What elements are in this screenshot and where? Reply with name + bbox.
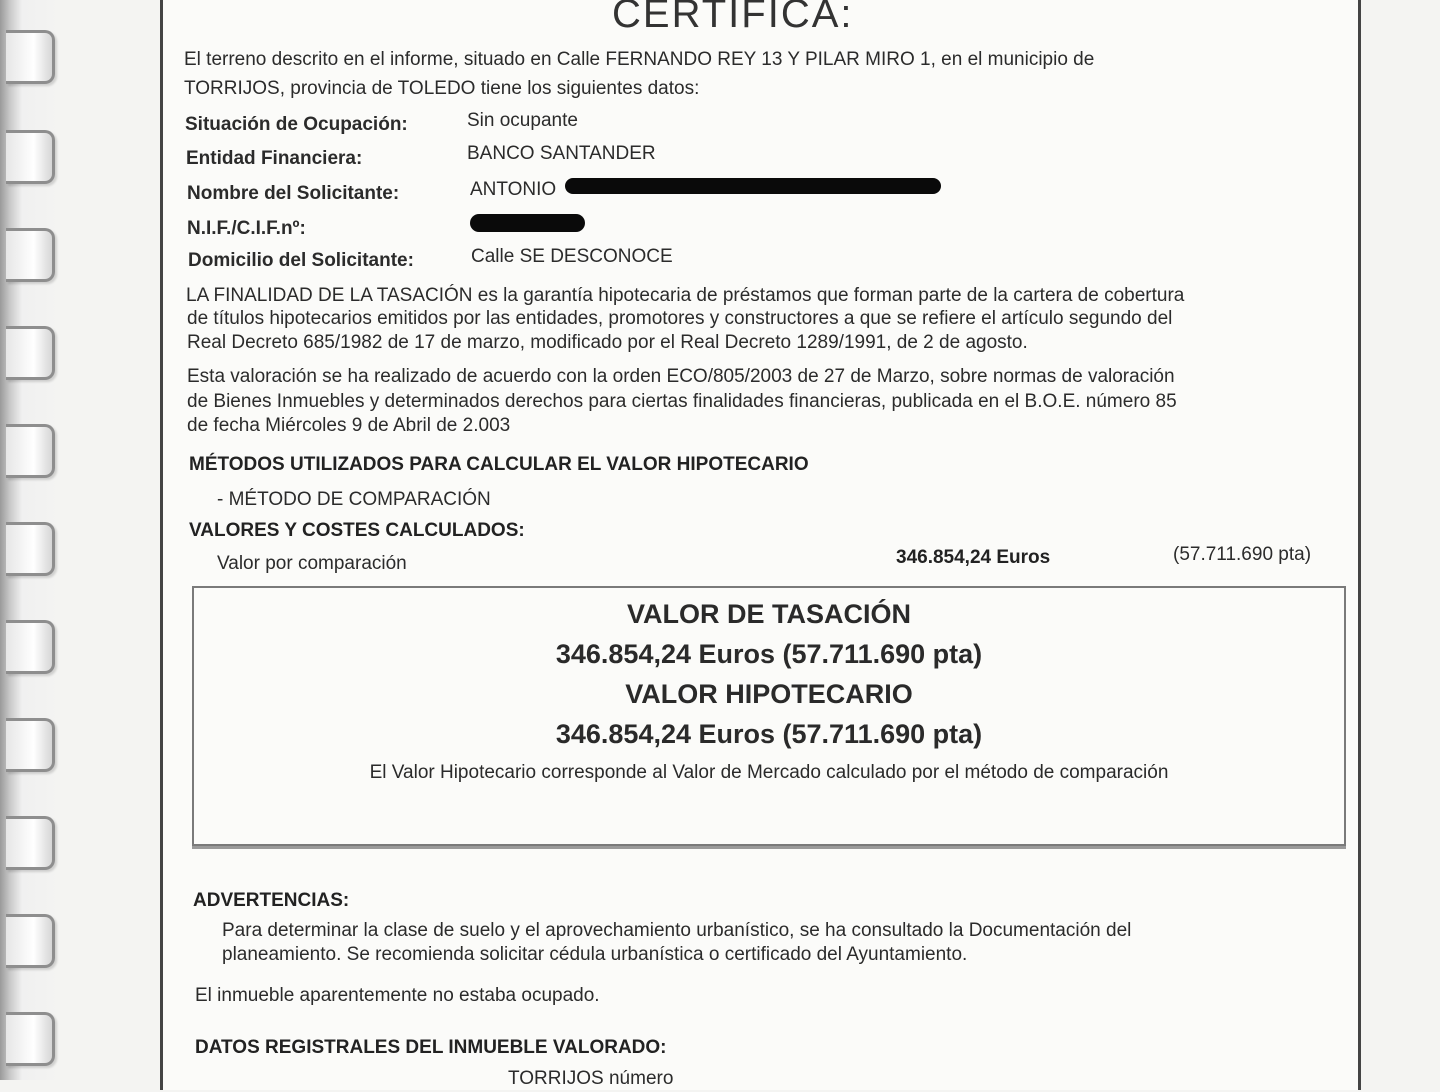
valoracion-line-3: de fecha Miércoles 9 de Abril de 2.003 bbox=[187, 415, 511, 436]
field-label-domicilio: Domicilio del Solicitante: bbox=[188, 250, 414, 271]
field-value-entidad: BANCO SANTANDER bbox=[467, 143, 656, 164]
binding-ring bbox=[6, 1012, 55, 1066]
binding-ring bbox=[6, 816, 55, 870]
advertencias-line-2: planeamiento. Se recomienda solicitar cédula urbanística o certificado del Ayuntamiento. bbox=[222, 944, 968, 965]
field-label-ocupacion: Situación de Ocupación: bbox=[185, 114, 408, 135]
spiral-binding bbox=[0, 0, 60, 1080]
intro-line-1: El terreno descrito en el informe, situado en Calle FERNANDO REY 13 Y PILAR MIRO 1, en el municipio de bbox=[184, 49, 1095, 70]
field-label-nif: N.I.F./C.I.F.nº: bbox=[187, 218, 306, 239]
valor-tasacion-value: 346.854,24 Euros (57.711.690 pta) bbox=[555, 639, 983, 669]
advertencias-line-1: Para determinar la clase de suelo y el aprovechamiento urbanístico, se ha consultado la Documentación del bbox=[222, 920, 1132, 941]
binding-ring bbox=[6, 620, 55, 674]
binding-ring bbox=[6, 718, 55, 772]
binding-ring bbox=[6, 914, 55, 968]
binding-ring bbox=[6, 130, 55, 184]
valoracion-line-2: de Bienes Inmuebles y determinados derechos para ciertas finalidades financieras, publicada en el B.O.E. número 85 bbox=[187, 391, 1177, 412]
valor-comparacion-pta: (57.711.690 pta) bbox=[1173, 544, 1312, 565]
valor-hipotecario-note: El Valor Hipotecario corresponde al Valor de Mercado calculado por el método de comparación bbox=[369, 762, 1169, 783]
metodos-heading: MÉTODOS UTILIZADOS PARA CALCULAR EL VALOR HIPOTECARIO bbox=[189, 454, 809, 475]
metodo-item: - MÉTODO DE COMPARACIÓN bbox=[217, 489, 491, 510]
valor-hipotecario-value: 346.854,24 Euros (57.711.690 pta) bbox=[555, 719, 983, 749]
valuation-summary-box bbox=[192, 586, 1346, 846]
field-value-domicilio: Calle SE DESCONOCE bbox=[471, 246, 673, 267]
finalidad-line-1: LA FINALIDAD DE LA TASACIÓN es la garantía hipotecaria de préstamos que forman parte de la cartera de cobertura bbox=[186, 285, 1185, 306]
binding-ring bbox=[6, 522, 55, 576]
finalidad-line-2: de títulos hipotecarios emitidos por las entidades, promotores y constructores a que se refiere el artículo segundo del bbox=[187, 308, 1173, 329]
field-label-solicitante: Nombre del Solicitante: bbox=[187, 183, 400, 204]
valoracion-line-1: Esta valoración se ha realizado de acuerdo con la orden ECO/805/2003 de 27 de Marzo, sobre normas de valoración bbox=[187, 366, 1175, 387]
finalidad-line-3: Real Decreto 685/1982 de 17 de marzo, modificado por el Real Decreto 1289/1991, de 2 de agosto. bbox=[187, 332, 1028, 353]
advertencias-heading: ADVERTENCIAS: bbox=[193, 890, 350, 911]
redaction-bar bbox=[470, 214, 585, 232]
valor-tasacion-title: VALOR DE TASACIÓN bbox=[626, 599, 911, 629]
intro-line-2: TORRIJOS, provincia de TOLEDO tiene los siguientes datos: bbox=[184, 78, 700, 99]
valor-comparacion-label: Valor por comparación bbox=[217, 553, 407, 574]
field-value-solicitante: ANTONIO bbox=[470, 179, 557, 200]
binding-ring bbox=[6, 424, 55, 478]
binding-ring bbox=[6, 30, 55, 84]
registrales-partial-line: TORRIJOS número bbox=[508, 1068, 674, 1089]
field-value-ocupacion: Sin ocupante bbox=[467, 110, 578, 131]
valor-comparacion-euros: 346.854,24 Euros bbox=[896, 547, 1051, 568]
binding-ring bbox=[6, 228, 55, 282]
document-title: CERTIFICA: bbox=[612, 0, 854, 36]
redaction-bar bbox=[565, 178, 941, 194]
valores-heading: VALORES Y COSTES CALCULADOS: bbox=[189, 520, 525, 541]
advertencias-ocupacion: El inmueble aparentemente no estaba ocupado. bbox=[195, 985, 600, 1006]
field-label-entidad: Entidad Financiera: bbox=[186, 148, 363, 169]
binding-ring bbox=[6, 326, 55, 380]
registrales-heading: DATOS REGISTRALES DEL INMUEBLE VALORADO: bbox=[195, 1037, 667, 1058]
valor-hipotecario-title: VALOR HIPOTECARIO bbox=[625, 679, 913, 709]
